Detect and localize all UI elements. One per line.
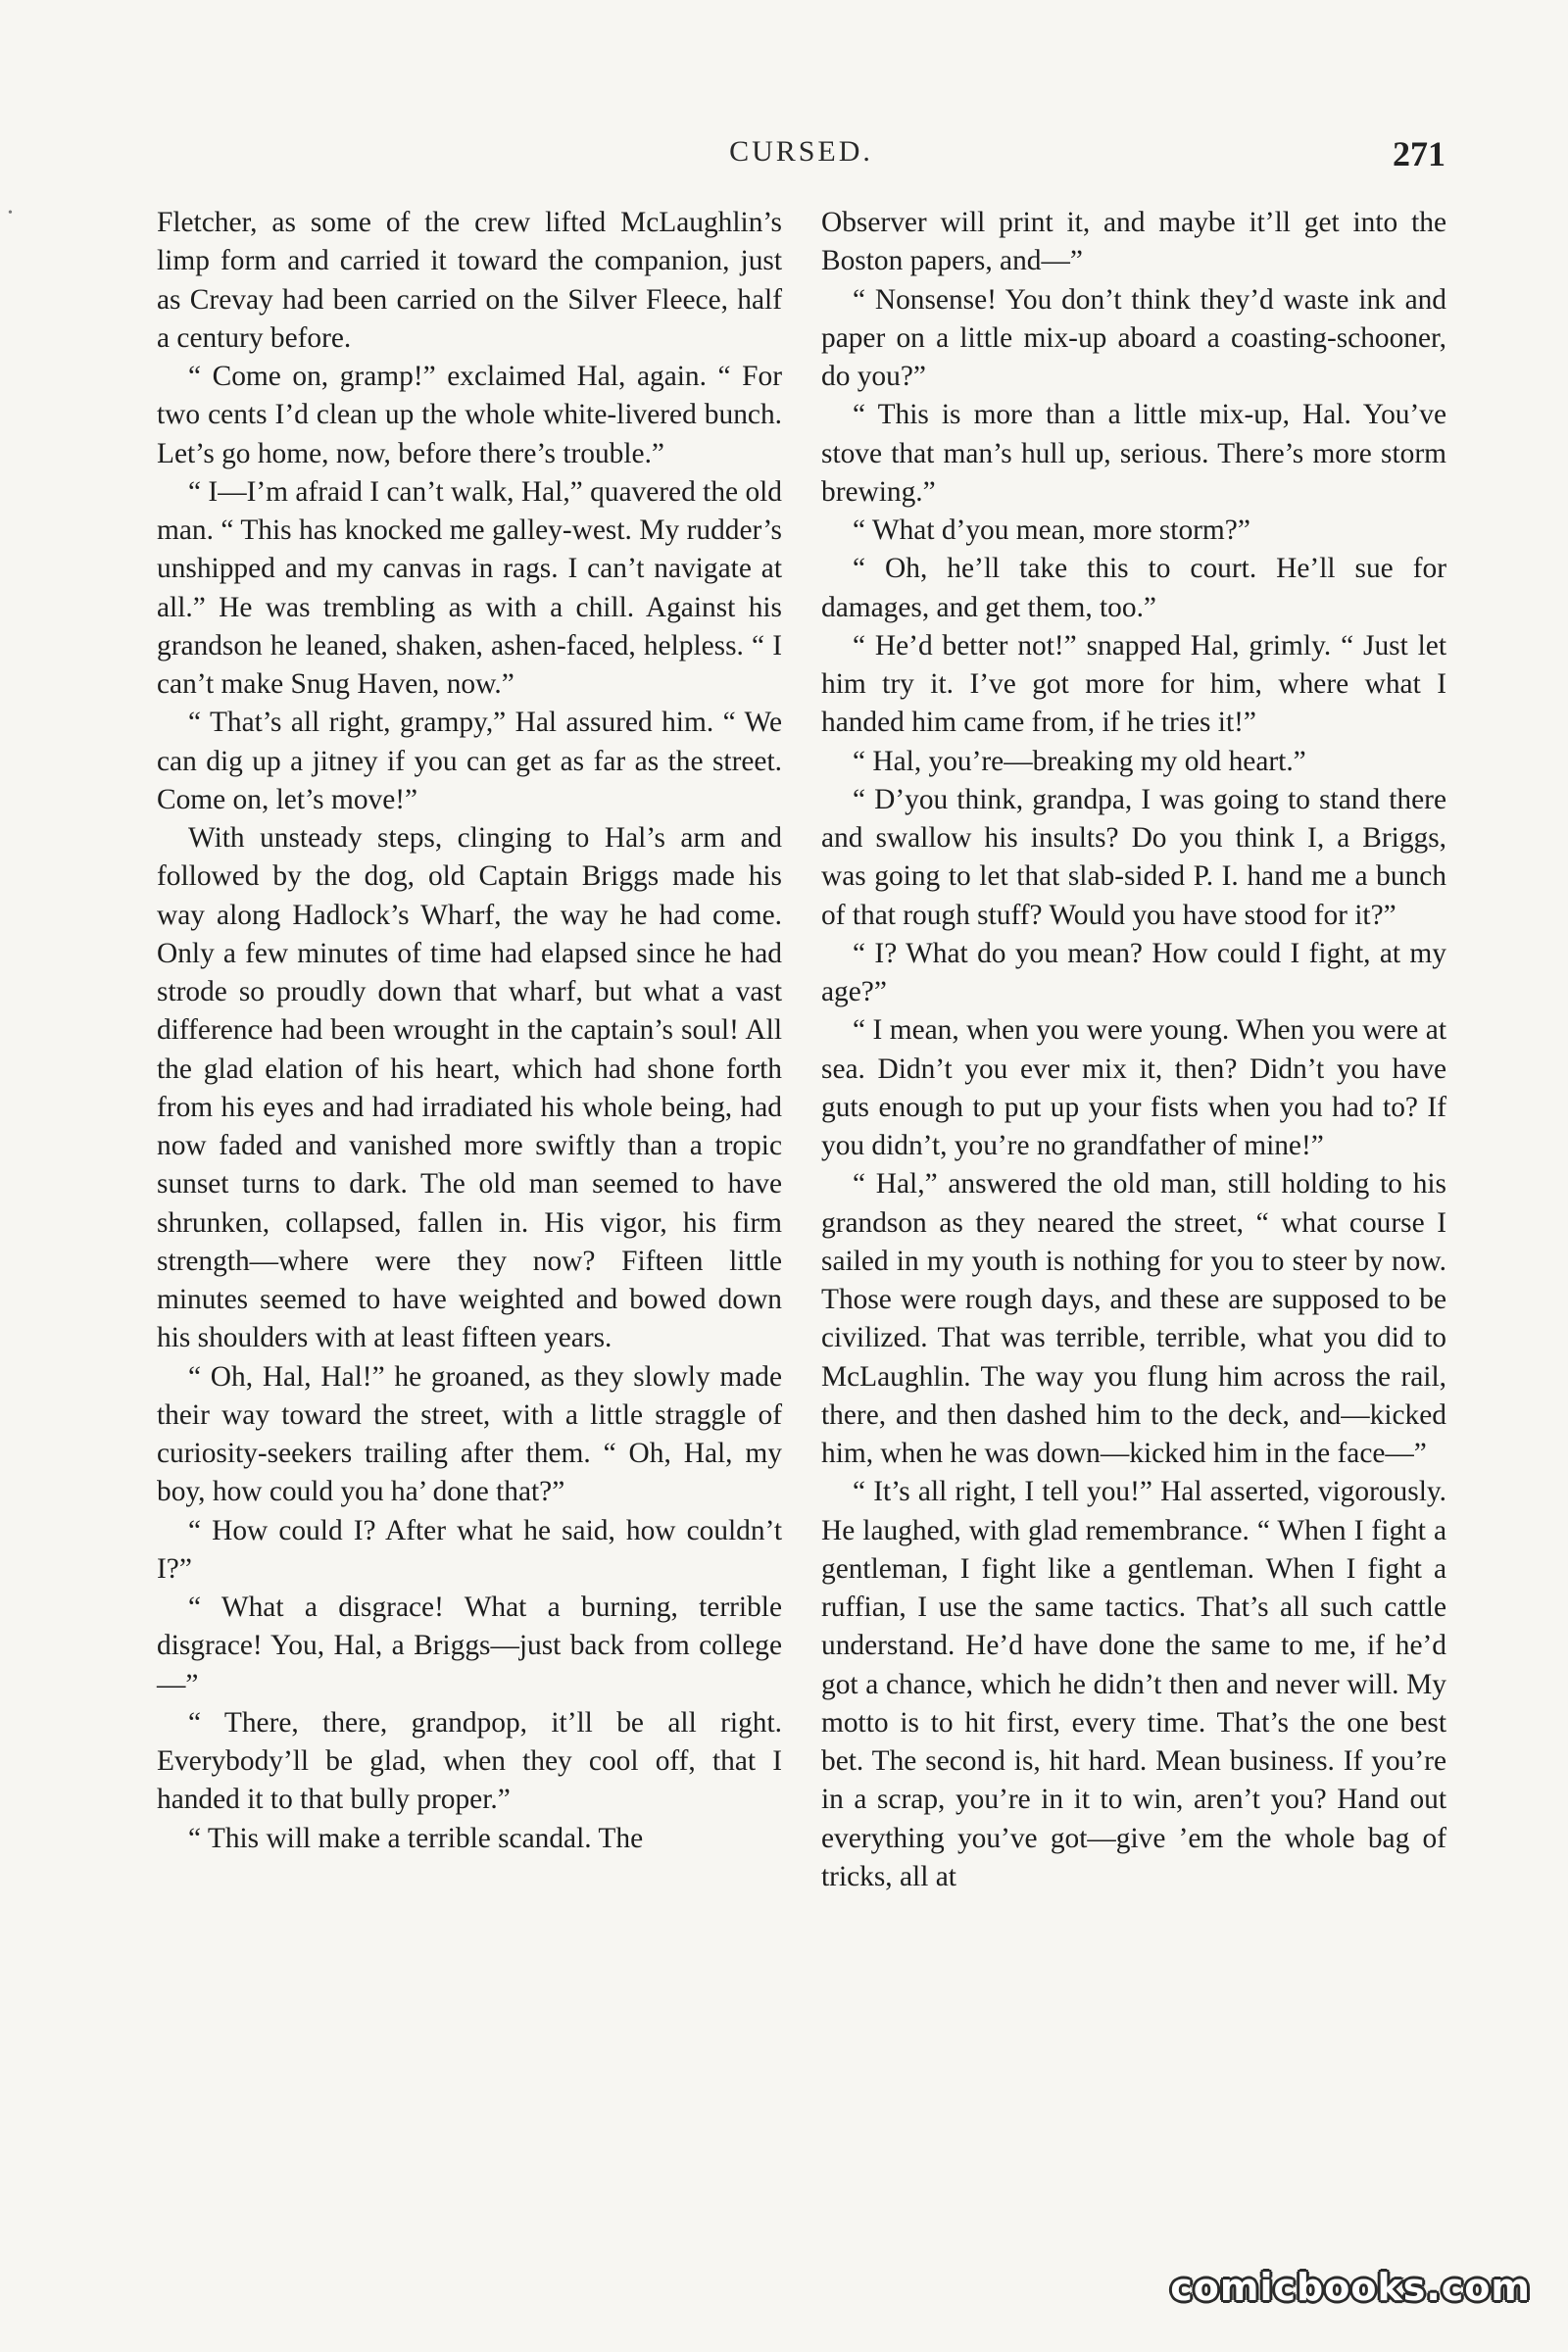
paragraph: “ It’s all right, I tell you!” Hal asserted, vigorously. He laughed, with glad remembrance. “ When I fight a gentleman, I fight like a gentleman. When I fight a ruffian, I use the same tactics. That’s all such cattle understand. He’d have done the same to me, if he’d got a chance, which he didn’t then and never will. My motto is to hit first, every time. That’s the one best bet. The second is, hit hard. Mean business. If you’re in a scrap, you’re in it to win, aren’t you? Hand out everything you’ve got—give ’em the whole bag of tricks, all at <box>821 1476 1446 1892</box>
paragraph: “ How could I? After what he said, how couldn’t I?” <box>157 1514 782 1585</box>
paragraph: “ I mean, when you were young. When you were at sea. Didn’t you ever mix it, then? Didn’t you have guts enough to put up your fists when you had to? If you didn’t, you’re no grandfather of mine!” <box>821 1014 1446 1161</box>
paragraph: “ What a disgrace! What a burning, terrible disgrace! You, Hal, a Briggs—just back from college—” <box>157 1592 782 1700</box>
paragraph: “ Hal, you’re—breaking my old heart.” <box>853 745 1306 777</box>
left-text-column <box>157 204 782 1858</box>
paragraph: Fletcher, as some of the crew lifted McLaughlin’s limp form and carried it toward the companion, just as Crevay had been carried on the Silver Fleece, half a century before. <box>157 207 782 354</box>
margin-mark: • <box>8 206 13 220</box>
paragraph: “ I? What do you mean? How could I fight, at my age?” <box>821 937 1446 1007</box>
watermark-logo: comicbooks.com <box>1170 2266 1531 2309</box>
paragraph: “ Come on, gramp!” exclaimed Hal, again. “ For two cents I’d clean up the whole white-livered bunch. Let’s go home, now, before there’s trouble.” <box>157 361 782 469</box>
paragraph: “ What d’you mean, more storm?” <box>853 514 1250 546</box>
running-head <box>157 135 1446 178</box>
paragraph: “ This will make a terrible scandal. The <box>188 1822 644 1854</box>
paragraph: “ Nonsense! You don’t think they’d waste ink and paper on a little mix-up aboard a coasting-schooner, do you?” <box>821 283 1446 392</box>
paragraph: Observer will print it, and maybe it’ll get into the Boston papers, and—” <box>821 207 1446 277</box>
paragraph: “ There, there, grandpop, it’ll be all right. Everybody’ll be glad, when they cool off, that I handed it to that bully proper.” <box>157 1706 782 1816</box>
paragraph: “ Hal,” answered the old man, still holding to his grandson as they neared the street, “ what course I sailed in my youth is nothing for you to steer by now. Those were rough days, and these are supposed to be civilized. That was terrible, terrible, what you did to McLaughlin. The way you flung him across the rail, there, and then dashed him to the deck, and—kicked him, when he was down—kicked him in the face—” <box>821 1168 1446 1469</box>
paragraph: “ That’s all right, grampy,” Hal assured him. “ We can dig up a jitney if you can get as far as the street. Come on, let’s move!” <box>157 707 782 815</box>
paragraph: “ This is more than a little mix-up, Hal. You’ve stove that man’s hull up, serious. There’s more storm brewing.” <box>821 399 1446 508</box>
paragraph: “ D’you think, grandpa, I was going to stand there and swallow his insults? Do you think I, a Briggs, was going to let that slab-sided P. I. hand me a bunch of that rough stuff? Would you have stood for it?” <box>821 783 1446 931</box>
right-text-column <box>821 204 1446 1896</box>
page-number: 271 <box>1393 134 1446 173</box>
paragraph: “ Oh, Hal, Hal!” he groaned, as they slowly made their way toward the street, with a little straggle of curiosity-seekers trailing after them. “ Oh, Hal, my boy, how could you ha’ done that?” <box>157 1360 782 1508</box>
running-title: CURSED. <box>729 135 873 168</box>
paragraph: “ Oh, he’ll take this to court. He’ll sue for damages, and get them, too.” <box>821 553 1446 623</box>
paragraph: “ He’d better not!” snapped Hal, grimly. “ Just let him try it. I’ve got more for him, where what I handed him came from, if he tries it!” <box>821 629 1446 739</box>
paragraph: With unsteady steps, clinging to Hal’s arm and followed by the dog, old Captain Briggs made his way along Hadlock’s Wharf, the way he had come. Only a few minutes of time had elapsed since he had strode so proudly down that wharf, but what a vast difference had been wrought in the captain’s soul! All the glad elation of his heart, which had shone forth from his eyes and had irradiated his whole being, had now faded and vanished more swiftly than a tropic sunset turns to dark. The old man seemed to have shrunken, collapsed, fallen in. His vigor, his firm strength—where were they now? Fifteen little minutes seemed to have weighted and bowed down his shoulders with at least fifteen years. <box>157 822 782 1354</box>
paragraph: “ I—I’m afraid I can’t walk, Hal,” quavered the old man. “ This has knocked me galley-west. My rudder’s unshipped and my canvas in rags. I can’t navigate at all.” He was trembling as with a chill. Against his grandson he leaned, shaken, ashen-faced, helpless. “ I can’t make Snug Haven, now.” <box>157 475 782 700</box>
